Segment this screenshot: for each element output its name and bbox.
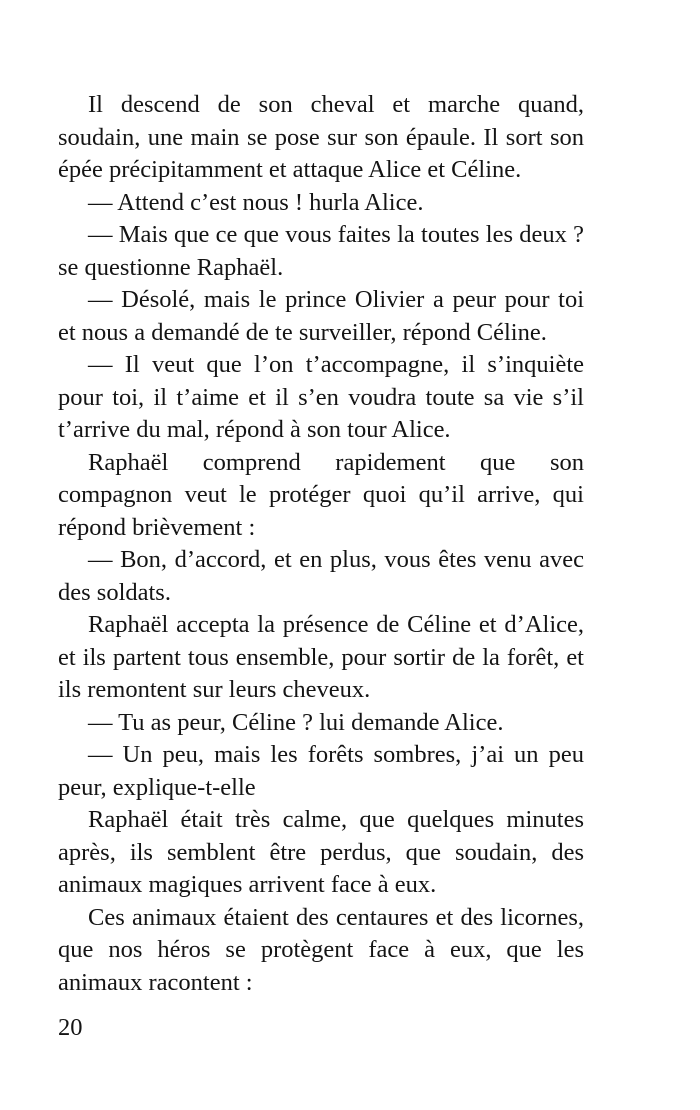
paragraph: — Bon, d’accord, et en plus, vous êtes venu avec des soldats. [58,546,584,606]
paragraph: — Tu as peur, Céline ? lui demande Alice. [88,708,504,736]
paragraph: Raphaël était très calme, que quelques minutes après, ils semblent être perdus, que soudain, des animaux magiques arrivent face à eux. [58,806,584,898]
paragraph: — Mais que ce que vous faites la toutes les deux ? se questionne Raphaël. [58,221,584,281]
paragraph: Raphaël accepta la présence de Céline et d’Alice, et ils partent tous ensemble, pour sortir de la forêt, et ils remontent sur leurs cheveux. [58,611,584,703]
paragraph: — Désolé, mais le prince Olivier a peur pour toi et nous a demandé de te surveiller, répond Céline. [58,286,584,346]
paragraph: Il descend de son cheval et marche quand, soudain, une main se pose sur son épaule. Il sort son épée précipitamment et attaque Alice et Céline. [58,91,584,183]
paragraph: Raphaël comprend rapidement que son compagnon veut le protéger quoi qu’il arrive, qui répond brièvement : [58,448,584,541]
paragraph: — Il veut que l’on t’accompagne, il s’inquiète pour toi, il t’aime et il s’en voudra toute sa vie s’il t’arrive du mal, répond à son tour Alice. [58,351,584,443]
paragraph: — Attend c’est nous ! hurla Alice. [88,188,424,216]
paragraph: — Un peu, mais les forêts sombres, j’ai un peu peur, explique-t-elle [58,741,584,801]
body-text [58,89,584,999]
page-number: 20 [58,1014,83,1041]
paragraph: Ces animaux étaient des centaures et des licornes, que nos héros se protègent face à eux, que les animaux racontent : [58,903,584,996]
